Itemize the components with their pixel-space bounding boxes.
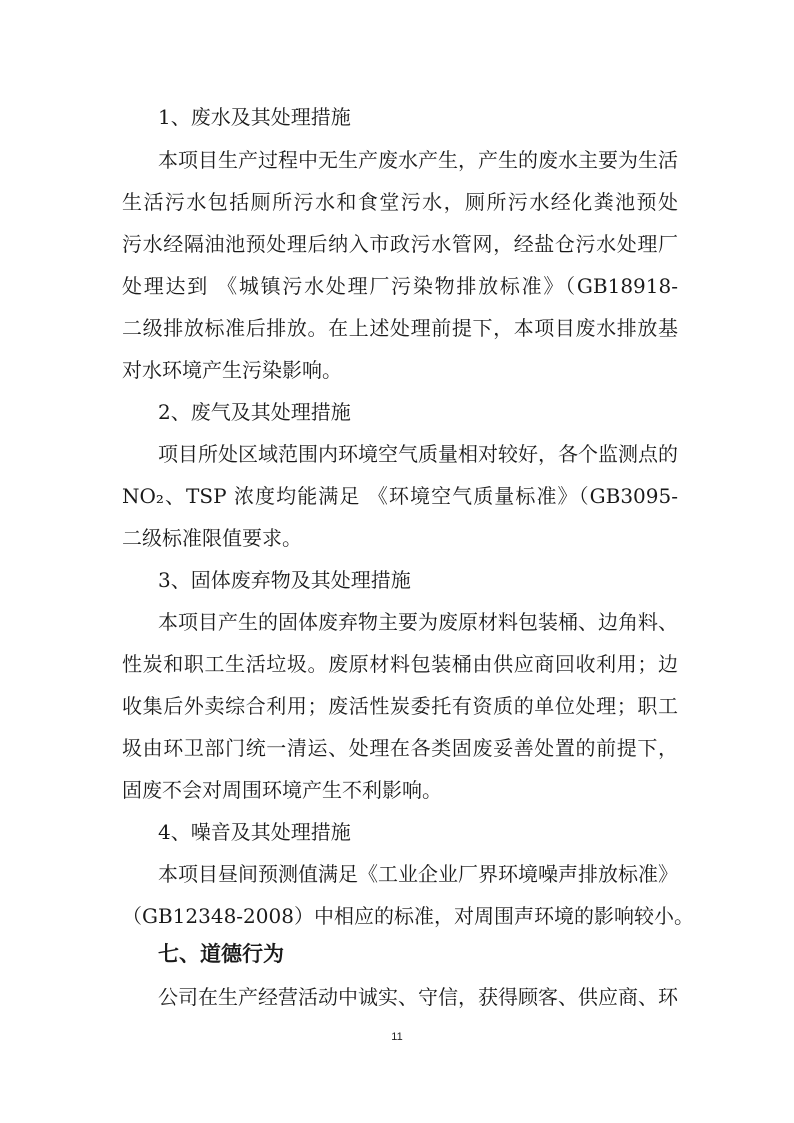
paragraph-line: 对水环境产生污染影响。	[122, 358, 342, 382]
section-heading-noise: 4、噪音及其处理措施	[158, 820, 351, 844]
paragraph-line: 处理达到 《城镇污水处理厂污染物排放标准》（GB18918-	[122, 274, 678, 298]
paragraph-line: 污水经隔油池预处理后纳入市政污水管网，经盐仓污水处理厂	[122, 232, 678, 256]
paragraph-line: 生活污水包括厕所污水和食堂污水，厕所污水经化粪池预处	[122, 190, 678, 214]
section-heading-solid-waste: 3、固体废弃物及其处理措施	[158, 568, 411, 592]
paragraph-line: 二级标准限值要求。	[122, 526, 302, 550]
chapter-heading-ethics: 七、道德行为	[158, 942, 284, 966]
paragraph-line: 性炭和职工生活垃圾。废原材料包装桶由供应商回收利用；边	[122, 652, 678, 676]
paragraph-line: 二级排放标准后排放。在上述处理前提下，本项目废水排放基	[122, 316, 678, 340]
page-number: 11	[391, 1031, 403, 1043]
paragraph-line: 收集后外卖综合利用；废活性炭委托有资质的单位处理；职工	[122, 694, 678, 718]
paragraph-line: 圾由环卫部门统一清运、处理在各类固废妥善处置的前提下，	[122, 736, 678, 760]
paragraph-line: 本项目昼间预测值满足《工业企业厂界环境噪声排放标准》	[158, 862, 678, 886]
paragraph-line: 固废不会对周围环境产生不利影响。	[122, 778, 442, 802]
paragraph-line: 本项目产生的固体废弃物主要为废原材料包装桶、边角料、	[158, 610, 678, 634]
paragraph-line: 项目所处区域范围内环境空气质量相对较好，各个监测点的	[158, 442, 678, 466]
section-heading-exhaust-gas: 2、废气及其处理措施	[158, 400, 351, 424]
paragraph-line: （GB12348-2008）中相应的标准，对周围声环境的影响较小。	[122, 904, 694, 928]
paragraph-line: NO₂、TSP 浓度均能满足 《环境空气质量标准》（GB3095-	[122, 484, 678, 508]
paragraph-line: 本项目生产过程中无生产废水产生，产生的废水主要为生活	[158, 148, 678, 172]
paragraph-line: 公司在生产经营活动中诚实、守信，获得顾客、供应商、环	[158, 985, 678, 1009]
section-heading-wastewater: 1、废水及其处理措施	[158, 105, 351, 129]
